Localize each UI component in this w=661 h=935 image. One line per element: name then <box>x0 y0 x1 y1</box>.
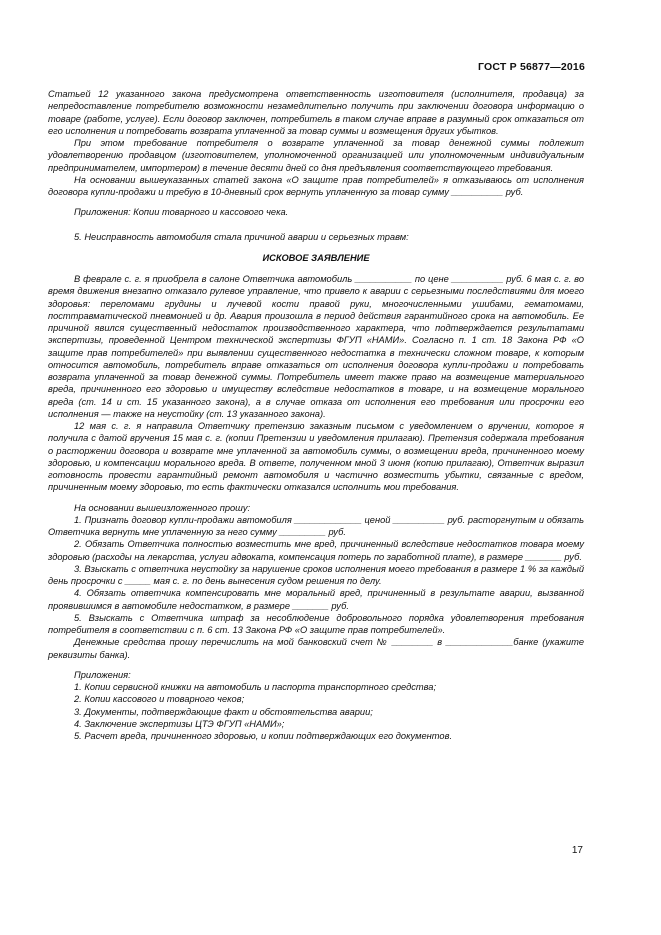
request-list <box>48 514 584 661</box>
claim-title: ИСКОВОЕ ЗАЯВЛЕНИЕ <box>262 252 370 263</box>
attachment-item: 2. Копии кассового и товарного чеков; <box>74 694 245 705</box>
claim-paragraph: В феврале с. г. я приобрела в салоне Ответчика автомобиль ___________ по цене __________ руб. 6 мая с. г. во время движения внезапно отказало рулевое управление, что привело к аварии с серьезными последствиями для моего здоровья: переломами грудины и лучевой кости правой руки, многочисленными ушибами, гематомами, посттравматической пневмонией и др. Авария произошла в период действия гарантийного срока на автомобиль. Ее причиной явился существенный недостаток производственного характера, что подтверждается результатами экспертизы, проведенной Центром технической экспертизы ФГУП «НАМИ». Согласно п. 1 ст. 18 Закона РФ «О защите прав потребителей» при выявлении существенного недостатка в технически сложном товаре, к которым относится автомобиль, потребитель вправе отказаться от исполнения договора купли-продажи и потребовать возврата уплаченной за товар денежной суммы. Потребитель имеет также право на возмещение материального вреда, причиненного его здоровью и имуществу вследствие недостатков в товаре, и на возмещение морального вреда (ст. 14 и ст. 15 указанного закона), а в случае отказа от исполнения его требования или просрочки его исполнения — также на неустойку (ст. 13 указанного закона). <box>48 274 584 419</box>
request-item: 3. Взыскать с ответчика неустойку за нарушение сроков исполнения моего требования в размере 1 % за каждый день просрочки с _____ мая с. г. по день вынесения судом решения по делу. <box>48 563 584 586</box>
request-item: 5. Взыскать с Ответчика штраф за несоблюдение добровольного порядка удовлетворения требования потребителя в соответствии с п. 6 ст. 13 Закона РФ «О защите прав потребителей». <box>48 612 584 635</box>
request-item: 1. Признать договор купли-продажи автомобиля _____________ ценой __________ руб. расторгнутым и обязать Ответчика вернуть мне уплаченную за него сумму _________ руб. <box>48 514 584 537</box>
attachments-note: Приложения: Копии товарного и кассового чека. <box>74 207 289 218</box>
attachment-item: 4. Заключение экспертизы ЦТЭ ФГУП «НАМИ»; <box>74 718 285 729</box>
attachment-item: 1. Копии сервисной книжки на автомобиль и паспорта транспортного средства; <box>74 682 437 692</box>
request-item: Денежные средства прошу перечислить на мой банковский счет № ________ в _____________банке (укажите реквизиты банка). <box>48 637 584 660</box>
document-standard-id: ГОСТ Р 56877—2016 <box>477 61 585 73</box>
section-heading: 5. Неисправность автомобиля стала причиной аварии и серьезных травм: <box>74 231 409 242</box>
request-item: 2. Обязать Ответчика полностью возместить мне вред, причиненный вследствие недостатков товара моему здоровью (расходы на лекарства, услуги адвоката, компенсация потерь по заработной плате), в размере _______ руб. <box>48 539 584 562</box>
document-body <box>48 88 584 742</box>
claim-paragraph: 12 мая с. г. я направила Ответчику претензию заказным письмом с уведомлением о вручении, которое я получила с датой вручения 15 мая с. г. (копии Претензии и уведомления прилагаю). Претензия содержала требования о расторжении договора и возврате мне уплаченной за автомобиль суммы, о возмещении вреда, причиненного моему здоровью, и компенсации морального вреда. В ответе, полученном мной 3 июня (копию прилагаю), Ответчик выразил готовность провести гарантийный ремонт автомобиля и частично возместить убытки, связанные с вредом, причиненным моему здоровью, то есть фактически отказался исполнить мои требования. <box>48 421 584 493</box>
attachment-item: 3. Документы, подтверждающие факт и обстоятельства аварии; <box>74 706 373 717</box>
attachment-item: 5. Расчет вреда, причиненного здоровью, и копии подтверждающих его документов. <box>74 731 453 741</box>
request-item: 4. Обязать ответчика компенсировать мне моральный вред, причиненный в результате аварии, вызванной проявившимся в автомобиле недостатком, в размере _______ руб. <box>48 588 584 611</box>
page-number: 17 <box>571 845 583 856</box>
attachments-title: Приложения: <box>74 669 131 680</box>
attachments-list <box>48 681 584 742</box>
paragraph: Статьей 12 указанного закона предусмотрена ответственность изготовителя (исполнителя, продавца) за непредоставление потребителю возможности незамедлительно получить при заключении договора информацию о товаре (работе, услуге). Если договор заключен, потребитель в таком случае вправе в разумный срок отказаться от его исполнения и потребовать возврата уплаченной за товар суммы и возмещения других убытков. <box>48 89 584 136</box>
request-intro: На основании вышеизложенного прошу: <box>74 502 251 513</box>
paragraph: На основании вышеуказанных статей закона «О защите прав потребителей» я отказываюсь от исполнения договора купли-продажи и требую в 10-дневный срок вернуть уплаченную за товар сумму __________ руб. <box>48 174 584 197</box>
paragraph: При этом требование потребителя о возврате уплаченной за товар денежной суммы подлежит удовлетворению продавцом (изготовителем, уполномоченной организацией или уполномоченным индивидуальным предпринимателем, импортером) в течение десяти дней со дня предъявления соответствующего требования. <box>48 138 584 173</box>
